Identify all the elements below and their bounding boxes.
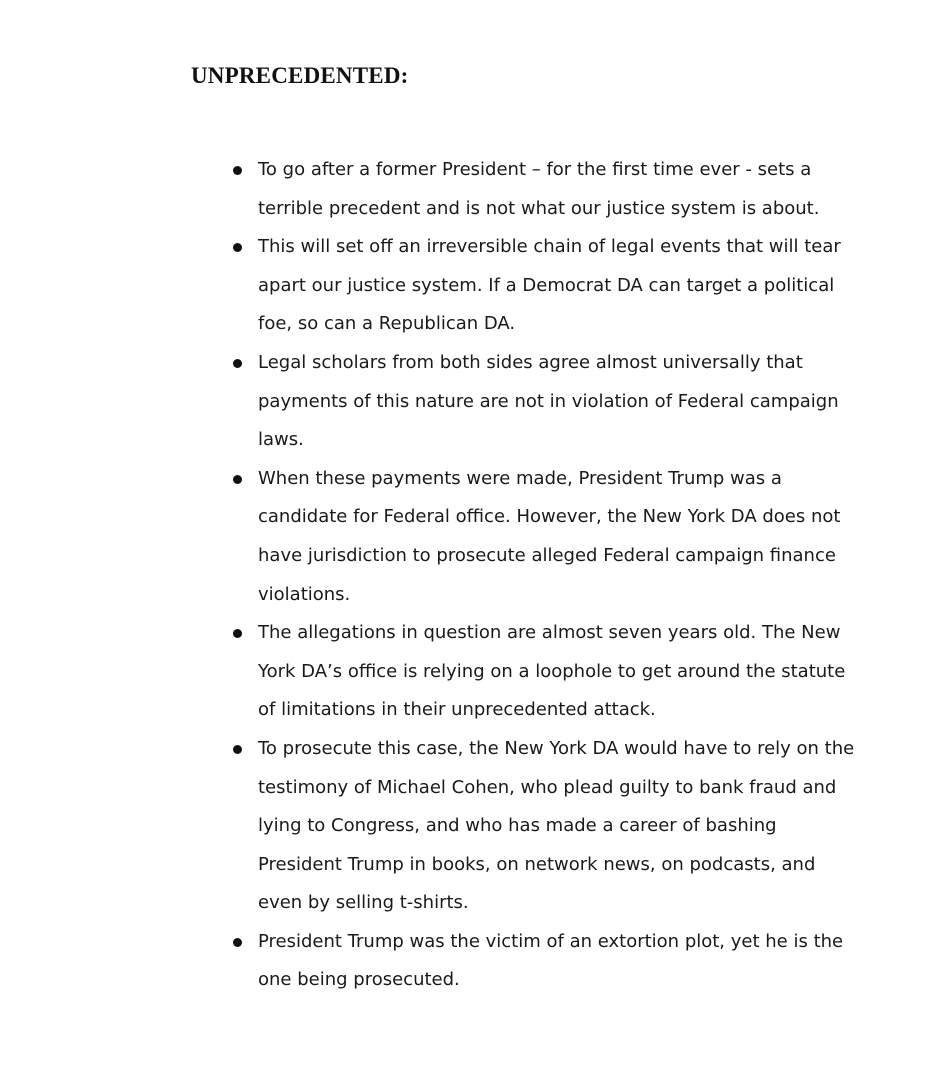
- bullet-text: [258, 228, 841, 344]
- bullet-dot-icon: [233, 475, 242, 484]
- bullet-line: violations.: [258, 583, 351, 605]
- bullet-line: testimony of Michael Cohen, who plead guilty to bank fraud and: [258, 776, 837, 798]
- bullet-text: [258, 460, 841, 614]
- bullet-dot-icon: [233, 166, 242, 175]
- bullet-text: [258, 344, 839, 460]
- bullet-line: To prosecute this case, the New York DA would have to rely on the: [258, 737, 855, 759]
- bullet-dot-icon: [233, 629, 242, 638]
- list-item: [0, 344, 952, 460]
- list-item: [0, 228, 952, 344]
- list-item: [0, 460, 952, 614]
- bullet-line: payments of this nature are not in violation of Federal campaign: [258, 390, 839, 412]
- bullet-dot-icon: [233, 359, 242, 368]
- bullet-line: To go after a former President – for the first time ever - sets a: [258, 159, 812, 180]
- bullet-line: Legal scholars from both sides agree almost universally that: [258, 351, 803, 373]
- bullet-text: [258, 923, 844, 1000]
- list-item: [0, 614, 952, 730]
- bullet-line: York DA’s office is relying on a loophole to get around the statute: [258, 660, 846, 682]
- bullet-line: When these payments were made, President Trump was a: [258, 467, 782, 489]
- bullet-line: have jurisdiction to prosecute alleged Federal campaign finance: [258, 544, 836, 566]
- list-item: [0, 730, 952, 923]
- bullet-line: one being prosecuted.: [258, 969, 460, 991]
- bullet-text: [258, 730, 855, 923]
- bullet-line: of limitations in their unprecedented attack.: [258, 699, 656, 721]
- bullet-text: [258, 151, 818, 228]
- bullet-line: lying to Congress, and who has made a career of bashing: [258, 815, 777, 837]
- bullet-line: even by selling t-shirts.: [258, 892, 469, 914]
- bullet-dot-icon: [233, 745, 242, 754]
- bullet-line: foe, so can a Republican DA.: [258, 313, 516, 335]
- bullet-line: apart our justice system. If a Democrat DA can target a political: [258, 274, 835, 296]
- bullet-dot-icon: [233, 938, 242, 947]
- bullet-line: President Trump in books, on network news, on podcasts, and: [258, 853, 816, 875]
- bullet-line: President Trump was the victim of an extortion plot, yet he is the: [258, 930, 844, 952]
- list-item: [0, 923, 952, 1000]
- bullet-line: This will set off an irreversible chain of legal events that will tear: [258, 236, 841, 258]
- page-title: UNPRECEDENTED:: [191, 63, 409, 88]
- bullet-list: [0, 151, 952, 1000]
- bullet-dot-icon: [233, 243, 242, 252]
- bullet-line: candidate for Federal office. However, the New York DA does not: [258, 506, 841, 528]
- bullet-line: The allegations in question are almost seven years old. The New: [258, 622, 841, 644]
- list-item: [0, 151, 952, 228]
- bullet-line: laws.: [258, 429, 304, 451]
- bullet-line: terrible precedent and is not what our justice system is about.: [258, 197, 820, 219]
- bullet-text: [258, 614, 846, 730]
